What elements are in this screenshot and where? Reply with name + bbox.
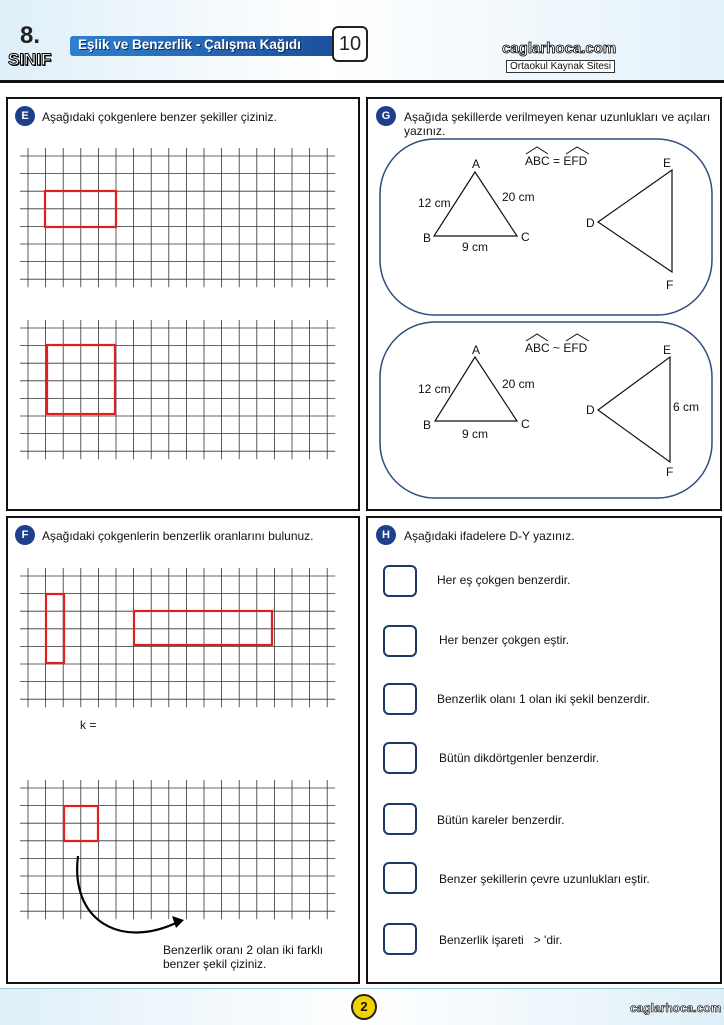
grade-number: 8. bbox=[20, 22, 41, 49]
page-number: 2 bbox=[351, 994, 377, 1020]
statement-6: Benzer şekillerin çevre uzunlukları eştir. bbox=[439, 872, 650, 886]
grid-f2 bbox=[20, 780, 335, 919]
answer-box-3[interactable] bbox=[383, 683, 417, 715]
side-bc-1: 9 cm bbox=[462, 240, 489, 254]
grid-f1 bbox=[20, 568, 335, 707]
worksheet-title: Eşlik ve Benzerlik - Çalışma Kağıdı bbox=[78, 37, 301, 52]
vertex-b-1: B bbox=[423, 231, 432, 245]
statement-4: Bütün dikdörtgenler benzerdir. bbox=[439, 751, 600, 765]
section-f-badge: F bbox=[15, 525, 35, 545]
side-ac-1: 20 cm bbox=[502, 190, 535, 204]
section-h-title: Aşağıdaki ifadelere D-Y yazınız. bbox=[404, 529, 575, 543]
side-ab-2: 12 cm bbox=[418, 382, 451, 396]
answer-box-4[interactable] bbox=[383, 742, 417, 774]
f-instruction-line2: benzer şekil çiziniz. bbox=[163, 957, 267, 971]
section-f-title: Aşağıdaki çokgenlerin benzerlik oranlarını bulunuz. bbox=[42, 529, 314, 543]
statement-1: Her eş çokgen benzerdir. bbox=[437, 573, 571, 587]
answer-box-1[interactable] bbox=[383, 565, 417, 597]
answer-box-6[interactable] bbox=[383, 862, 417, 894]
brand-subtitle: Ortaokul Kaynak Sitesi bbox=[506, 60, 615, 73]
statement-2: Her benzer çokgen eştir. bbox=[439, 633, 570, 647]
vertex-e-2: E bbox=[663, 343, 672, 357]
answer-box-5[interactable] bbox=[383, 803, 417, 835]
section-e-badge: E bbox=[15, 106, 35, 126]
section-e-title: Aşağıdaki çokgenlere benzer şekiller çiziniz. bbox=[42, 110, 277, 124]
statement-3: Benzerlik olanı 1 olan iki şekil benzerdir. bbox=[437, 692, 650, 706]
section-g-title: Aşağıda şekillerde verilmeyen kenar uzunlukları ve açıları yazınız. bbox=[404, 110, 711, 138]
side-ac-2: 20 cm bbox=[502, 377, 535, 391]
vertex-a-2: A bbox=[472, 343, 481, 357]
section-h-badge: H bbox=[376, 525, 396, 545]
sheet-number: 10 bbox=[332, 26, 368, 62]
grade-word: SINIF bbox=[8, 50, 52, 69]
vertex-b-2: B bbox=[423, 418, 432, 432]
relation-1: ABC = EFD bbox=[525, 154, 588, 168]
arrow-head-icon bbox=[172, 916, 184, 928]
vertex-f-1: F bbox=[666, 278, 674, 292]
statement-5: Bütün kareler benzerdir. bbox=[437, 813, 565, 827]
vertex-a-1: A bbox=[472, 157, 481, 171]
red-rectangle-f1-wide bbox=[134, 611, 272, 645]
side-bc-2: 9 cm bbox=[462, 427, 489, 441]
answer-box-7[interactable] bbox=[383, 923, 417, 955]
f-instruction-line1: Benzerlik oranı 2 olan iki farklı bbox=[163, 943, 324, 957]
relation-2: ABC ~ EFD bbox=[525, 341, 588, 355]
vertex-e-1: E bbox=[663, 156, 672, 170]
vertex-d-1: D bbox=[586, 216, 595, 230]
vertex-c-1: C bbox=[521, 230, 530, 244]
side-ab-1: 12 cm bbox=[418, 196, 451, 210]
vertex-c-2: C bbox=[521, 417, 530, 431]
vertex-d-2: D bbox=[586, 403, 595, 417]
statement-7: Benzerlik işareti > 'dir. bbox=[439, 933, 563, 947]
section-g-badge: G bbox=[376, 106, 396, 126]
curved-arrow bbox=[77, 856, 178, 933]
footer-brand: caglarhoca.com bbox=[630, 1001, 722, 1015]
side-ef-2: 6 cm bbox=[673, 400, 700, 414]
brand-logo-text: caglarhoca.com bbox=[502, 40, 617, 57]
answer-box-2[interactable] bbox=[383, 625, 417, 657]
vertex-f-2: F bbox=[666, 465, 674, 479]
k-label: k = bbox=[80, 718, 97, 732]
